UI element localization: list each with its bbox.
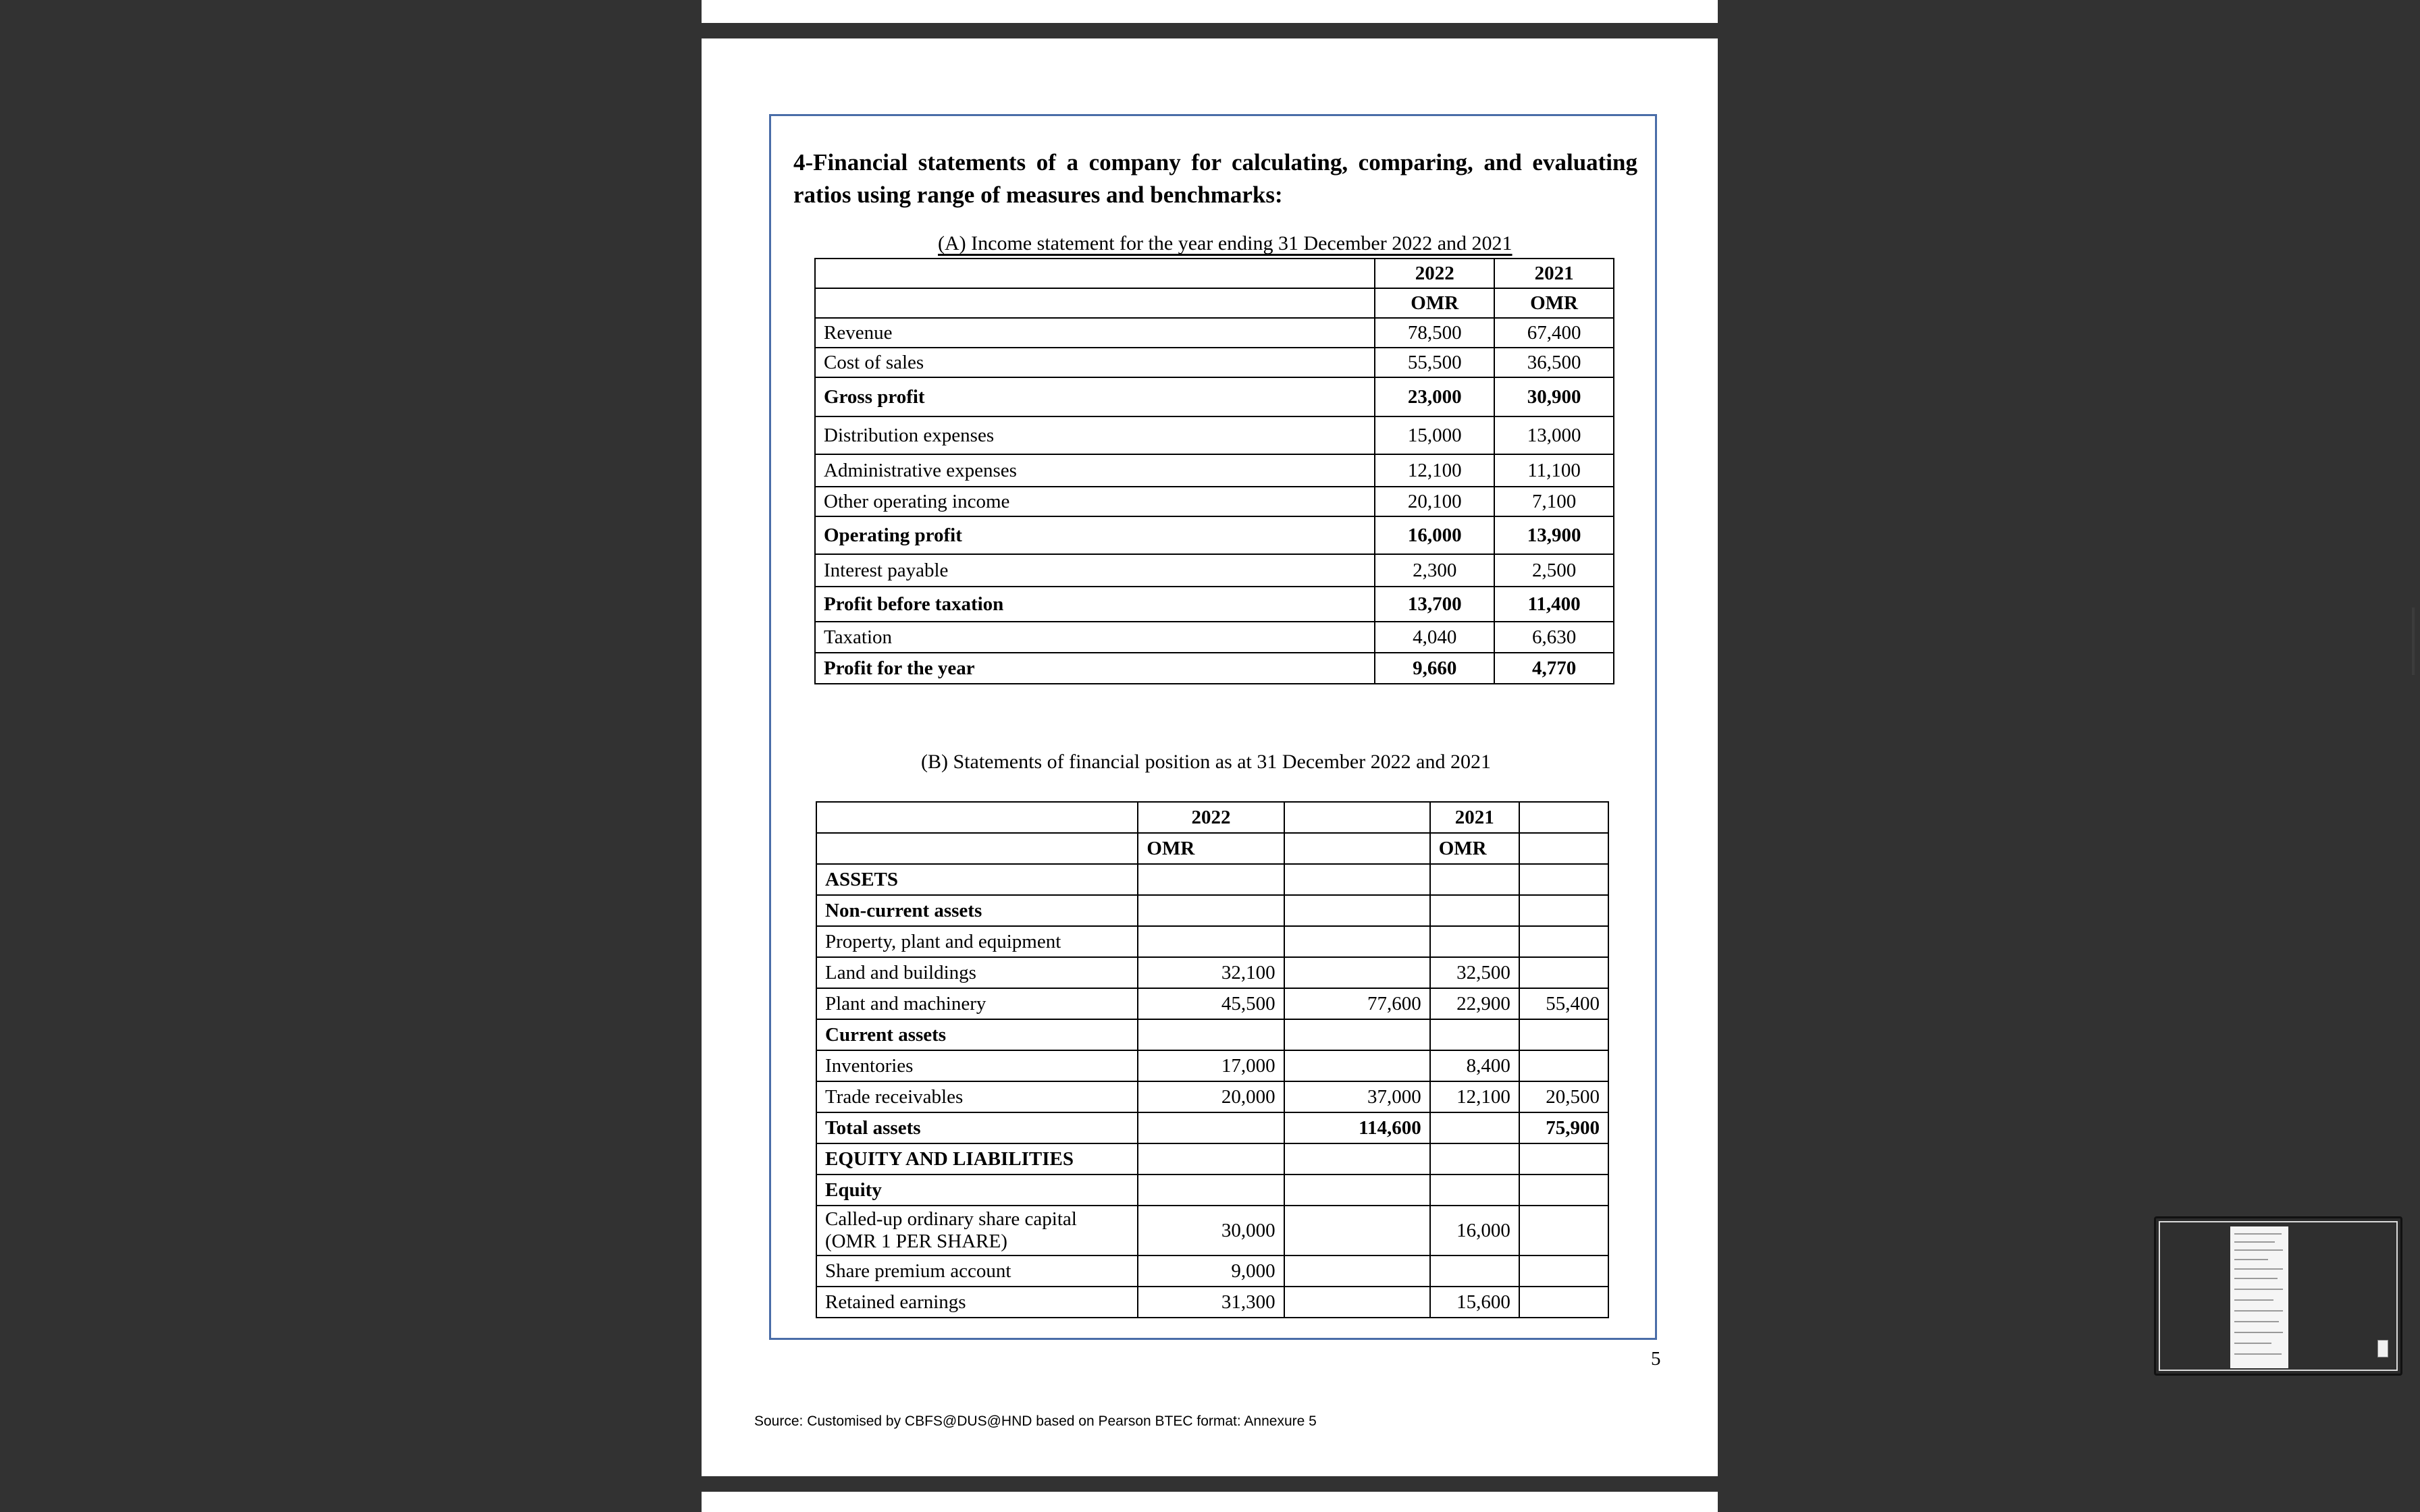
value-2022: 4,040 xyxy=(1375,622,1494,653)
thumbnail-scroll-handle[interactable] xyxy=(2377,1340,2388,1357)
row-label: Profit before taxation xyxy=(815,587,1375,622)
table-row xyxy=(816,1174,1608,1206)
row-label: Interest payable xyxy=(815,554,1375,587)
thumbnail-viewport[interactable] xyxy=(2159,1221,2398,1371)
value-2021-detail xyxy=(1430,1019,1519,1050)
value-2022-total xyxy=(1284,957,1430,988)
table-row xyxy=(816,1206,1608,1256)
table-row xyxy=(815,377,1614,416)
table-row xyxy=(815,348,1614,377)
value-2021-total xyxy=(1519,926,1608,957)
table-row xyxy=(816,895,1608,926)
table-header-row xyxy=(816,802,1608,833)
value-2021: 4,770 xyxy=(1494,653,1614,684)
value-2022-detail: 17,000 xyxy=(1138,1050,1284,1081)
row-label: Distribution expenses xyxy=(815,416,1375,454)
value-2022-total: 37,000 xyxy=(1284,1081,1430,1112)
value-2022-total xyxy=(1284,926,1430,957)
value-2022-detail: 9,000 xyxy=(1138,1256,1284,1287)
value-2022: 15,000 xyxy=(1375,416,1494,454)
value-2022-detail xyxy=(1138,1019,1284,1050)
value-2021-detail xyxy=(1430,1174,1519,1206)
value-2022: 12,100 xyxy=(1375,454,1494,487)
year-2022-header: 2022 xyxy=(1138,802,1284,833)
value-2022-detail: 30,000 xyxy=(1138,1206,1284,1256)
value-2021-detail xyxy=(1430,864,1519,895)
value-2021: 13,900 xyxy=(1494,516,1614,554)
value-2021-detail: 15,600 xyxy=(1430,1287,1519,1318)
value-2022: 55,500 xyxy=(1375,348,1494,377)
value-2021-total: 75,900 xyxy=(1519,1112,1608,1143)
value-2021-detail xyxy=(1430,895,1519,926)
value-2022: 9,660 xyxy=(1375,653,1494,684)
row-label: Revenue xyxy=(815,318,1375,348)
value-2021-detail: 32,500 xyxy=(1430,957,1519,988)
page-thumbnail-navigator[interactable] xyxy=(2154,1216,2402,1376)
row-label: Current assets xyxy=(816,1019,1138,1050)
value-2021-total xyxy=(1519,957,1608,988)
row-label: Gross profit xyxy=(815,377,1375,416)
income-statement-table xyxy=(814,258,1614,684)
scroll-indicator[interactable] xyxy=(2412,608,2415,675)
value-2022-detail xyxy=(1138,1174,1284,1206)
row-label: Total assets xyxy=(816,1112,1138,1143)
value-2021-total: 55,400 xyxy=(1519,988,1608,1019)
value-2021: 7,100 xyxy=(1494,487,1614,516)
table-row xyxy=(816,957,1608,988)
table-row xyxy=(815,554,1614,587)
row-label: Plant and machinery xyxy=(816,988,1138,1019)
value-2021-total xyxy=(1519,1019,1608,1050)
table-header-row xyxy=(815,259,1614,288)
value-2021-total xyxy=(1519,1206,1608,1256)
value-2021-detail xyxy=(1430,1256,1519,1287)
value-2022-detail xyxy=(1138,1143,1284,1174)
next-page-edge xyxy=(702,1492,1718,1512)
currency-2021-header: OMR xyxy=(1494,288,1614,318)
table-row xyxy=(816,1112,1608,1143)
page-number: 5 xyxy=(1651,1348,1661,1370)
value-2022-total xyxy=(1284,1143,1430,1174)
table-row xyxy=(816,1050,1608,1081)
value-2022-total xyxy=(1284,1256,1430,1287)
row-label: Called-up ordinary share capital (OMR 1 PER SHARE) xyxy=(816,1206,1138,1256)
row-label: Inventories xyxy=(816,1050,1138,1081)
table-row xyxy=(815,653,1614,684)
source-note: Source: Customised by CBFS@DUS@HND based on Pearson BTEC format: Annexure 5 xyxy=(754,1413,1317,1429)
value-2022: 78,500 xyxy=(1375,318,1494,348)
year-2021-header: 2021 xyxy=(1494,259,1614,288)
question-heading: 4-Financial statements of a company for calculating, comparing, and evaluating ratios using range of measures and benchmarks: xyxy=(793,149,1637,208)
value-2022: 16,000 xyxy=(1375,516,1494,554)
row-label: Non-current assets xyxy=(816,895,1138,926)
value-2021-total xyxy=(1519,1143,1608,1174)
value-2021: 13,000 xyxy=(1494,416,1614,454)
currency-2021-header: OMR xyxy=(1430,833,1519,864)
table-row xyxy=(816,1081,1608,1112)
row-label: Retained earnings xyxy=(816,1287,1138,1318)
financial-position-table xyxy=(816,801,1609,1318)
row-label: ASSETS xyxy=(816,864,1138,895)
value-2022: 20,100 xyxy=(1375,487,1494,516)
table-row xyxy=(816,1287,1608,1318)
value-2022: 2,300 xyxy=(1375,554,1494,587)
value-2022-total xyxy=(1284,1019,1430,1050)
value-2021-detail: 8,400 xyxy=(1430,1050,1519,1081)
value-2022-total: 77,600 xyxy=(1284,988,1430,1019)
table-row xyxy=(815,487,1614,516)
row-label: Equity xyxy=(816,1174,1138,1206)
table-row xyxy=(816,1256,1608,1287)
table-row xyxy=(816,988,1608,1019)
row-label: Trade receivables xyxy=(816,1081,1138,1112)
document-page xyxy=(702,38,1718,1476)
table-row xyxy=(815,516,1614,554)
value-2022-total xyxy=(1284,1206,1430,1256)
previous-page-edge xyxy=(702,0,1718,23)
value-2022-detail xyxy=(1138,926,1284,957)
table-row xyxy=(816,1019,1608,1050)
table-header-row xyxy=(815,288,1614,318)
row-label: Administrative expenses xyxy=(815,454,1375,487)
thumbnail-page[interactable] xyxy=(2230,1226,2288,1368)
value-2021-total xyxy=(1519,1174,1608,1206)
value-2021-detail: 12,100 xyxy=(1430,1081,1519,1112)
currency-2022-header: OMR xyxy=(1138,833,1284,864)
value-2021: 30,900 xyxy=(1494,377,1614,416)
income-statement-caption: (A) Income statement for the year ending 31 December 2022 and 2021 xyxy=(938,232,1512,254)
value-2021: 11,400 xyxy=(1494,587,1614,622)
currency-2022-header: OMR xyxy=(1375,288,1494,318)
year-2021-header: 2021 xyxy=(1430,802,1519,833)
row-label: EQUITY AND LIABILITIES xyxy=(816,1143,1138,1174)
value-2021: 6,630 xyxy=(1494,622,1614,653)
row-label: Property, plant and equipment xyxy=(816,926,1138,957)
value-2022-detail xyxy=(1138,1112,1284,1143)
table-row xyxy=(815,622,1614,653)
table-row xyxy=(815,454,1614,487)
value-2022-total xyxy=(1284,864,1430,895)
value-2022-total xyxy=(1284,1174,1430,1206)
row-label: Cost of sales xyxy=(815,348,1375,377)
value-2021: 67,400 xyxy=(1494,318,1614,348)
value-2021-total xyxy=(1519,895,1608,926)
table-row xyxy=(816,926,1608,957)
value-2021-total: 20,500 xyxy=(1519,1081,1608,1112)
row-label: Profit for the year xyxy=(815,653,1375,684)
value-2022-detail: 20,000 xyxy=(1138,1081,1284,1112)
year-2022-header: 2022 xyxy=(1375,259,1494,288)
value-2021-detail: 16,000 xyxy=(1430,1206,1519,1256)
value-2021: 11,100 xyxy=(1494,454,1614,487)
row-label: Other operating income xyxy=(815,487,1375,516)
value-2022-detail xyxy=(1138,864,1284,895)
row-label: Share premium account xyxy=(816,1256,1138,1287)
value-2022-detail: 31,300 xyxy=(1138,1287,1284,1318)
row-label: Land and buildings xyxy=(816,957,1138,988)
value-2022-total xyxy=(1284,895,1430,926)
value-2022: 23,000 xyxy=(1375,377,1494,416)
value-2022-detail: 32,100 xyxy=(1138,957,1284,988)
table-row xyxy=(815,587,1614,622)
row-label: Taxation xyxy=(815,622,1375,653)
value-2022-detail xyxy=(1138,895,1284,926)
value-2022-detail: 45,500 xyxy=(1138,988,1284,1019)
value-2022-total xyxy=(1284,1287,1430,1318)
value-2021: 2,500 xyxy=(1494,554,1614,587)
value-2021-total xyxy=(1519,1287,1608,1318)
financial-position-caption: (B) Statements of financial position as at 31 December 2022 and 2021 xyxy=(921,751,1491,773)
value-2022: 13,700 xyxy=(1375,587,1494,622)
value-2022-total xyxy=(1284,1050,1430,1081)
table-row xyxy=(816,864,1608,895)
value-2021-total xyxy=(1519,1256,1608,1287)
table-row xyxy=(815,318,1614,348)
table-row xyxy=(816,1143,1608,1174)
value-2021-detail: 22,900 xyxy=(1430,988,1519,1019)
table-header-row xyxy=(816,833,1608,864)
value-2022-total: 114,600 xyxy=(1284,1112,1430,1143)
value-2021: 36,500 xyxy=(1494,348,1614,377)
value-2021-detail xyxy=(1430,1143,1519,1174)
row-label: Operating profit xyxy=(815,516,1375,554)
value-2021-detail xyxy=(1430,926,1519,957)
value-2021-total xyxy=(1519,1050,1608,1081)
value-2021-detail xyxy=(1430,1112,1519,1143)
table-row xyxy=(815,416,1614,454)
value-2021-total xyxy=(1519,864,1608,895)
